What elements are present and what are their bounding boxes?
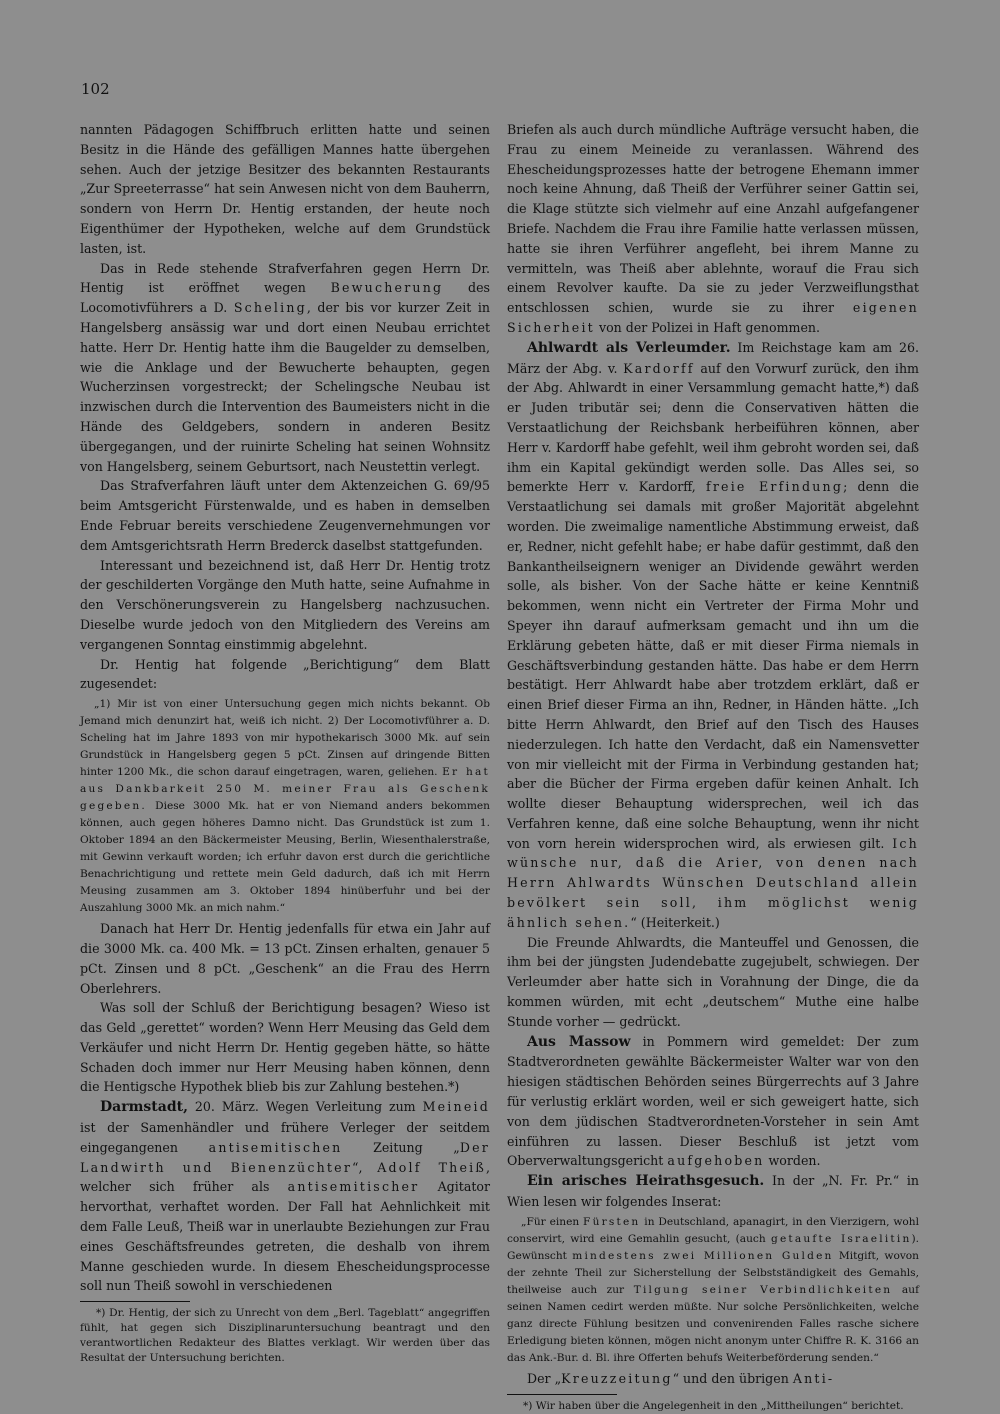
paragraph: Briefen als auch durch mündliche Aufträge versucht haben, die Frau zu einem Meineide zu veranlassen. Während des Ehescheidungsprozesses hatte der betrogene Ehemann immer noch keine Ahnung, daß Theiß der Verführer seiner Gattin sei, die Klage stützte sich vielmehr auf eine Anzahl aufgefangener Briefe. Nachdem die Frau ihre Familie hatte verlassen müssen, hatte sie ihren Verführer angefleht, bei ihrem Manne zu vermitteln, was Theiß aber ablehnte, worauf die Frau sich einem Revolver kaufte. Da sie zu jeder Verzweiflungsthat entschlossen schien, wurde sie zu ihrer eigenen Sicherheit von der Polizei in Haft genommen.: [507, 122, 919, 335]
footnote: *) Wir haben über die Angelegenheit in den „Mittheilungen“ berichtet.: [523, 1399, 904, 1412]
paragraph: nannten Pädagogen Schiffbruch erlitten hatte und seinen Besitz in die Hände des gefälligen Mannes hatte übergehen sehen. Auch der jetzige Besitzer des bekannten Restaurants „Zur Spreeterrasse“ hat sein Anwesen nicht von dem Bauherrn, sondern von Herrn Dr. Hentig erstanden, der heute noch Eigenthümer der Hypotheken, welche auf dem Grundstück lasten, ist.: [80, 122, 490, 256]
page-number: 102: [81, 80, 110, 98]
section-heading: Ein arisches Heirathsgesuch.: [527, 1173, 765, 1190]
paragraph: Interessant und bezeichnend ist, daß Herr Dr. Hentig trotz der geschilderten Vorgänge den Muth hatte, seine Aufnahme in den Verschönerungsverein zu Hangelsberg nachzusuchen. Dieselbe wurde jedoch von den Mitgliedern des Vereins am vergangenen Sonntag einstimmig abgelehnt.: [80, 557, 490, 652]
paragraph: Die Freunde Ahlwardts, die Manteuffel und Genossen, die ihm bei der jüngsten Judendebatte zugejubelt, schwiegen. Der Verleumder aber hatte sich in Vorahnung der Dinge, die da kommen würden, mit echt „deutschem“ Muthe eine halbe Stunde vorher — gedrückt.: [507, 934, 919, 1029]
footnote-rule: [80, 1301, 190, 1302]
section-heading: Darmstadt,: [100, 1099, 188, 1116]
paragraph: Was soll der Schluß der Berichtigung besagen? Wieso ist das Geld „gerettet“ worden? Wenn Herr Meusing das Geld dem Verkäufer und nicht Herrn Dr. Hentig gegeben hätte, so hätte Schaden doch immer nur Herr Meusing haben können, denn die Hentigsche Hypothek blieb bis zur Zahlung bestehen.*): [80, 1000, 490, 1095]
paragraph: Dr. Hentig hat folgende „Berichtigung“ dem Blatt zugesendet:: [80, 656, 490, 692]
footnote: *) Dr. Hentig, der sich zu Unrecht von dem „Berl. Tageblatt“ angegriffen fühlt, hat gegen sich Disziplinaruntersuchung beantragt und den verantwortlichen Redakteur des Blattes verklagt. Wir werden über das Resultat der Untersuchung berichten.: [80, 1307, 490, 1365]
blockquote: „Für einen Fürsten in Deutschland, apanagirt, in den Vierzigern, wohl conservirt, wird eine Gemahlin gesucht, (auch getaufte Israelitin). Gewünscht mindestens zwei Millionen Gulden Mitgift, wovon der zehnte Theil zur Sicherstellung der Selbstständigkeit des Gemahls, theilweise auch zur Tilgung seiner Verbindlichkeiten auf seinen Namen cedirt werden müßte. Nur solche Persönlichkeiten, welche ganz directe Fühlung besitzen und convenirenden Falles rasche sichere Erledigung bieten können, mögen nicht anonym unter Chiffre R. K. 3166 an das Ank.-Bur. d. Bl. ihre Offerten behufs Weiterbeförderung senden.“: [507, 1215, 920, 1364]
section-heading: Ahlwardt als Verleumder.: [527, 339, 731, 356]
paragraph: Das Strafverfahren läuft unter dem Aktenzeichen G. 69/95 beim Amtsgericht Fürstenwalde, und es haben in demselben Ende Februar bereits verschiedene Zeugenvernehmungen vor dem Amtsgerichtsrath Herrn Brederck daselbst stattgefunden.: [80, 478, 490, 553]
paragraph: Darmstadt, 20. März. Wegen Verleitung zum Meineid ist der Samenhändler und frühere Verleger der seitdem eingegangenen antisemitischen Zeitung „Der Landwirth und Bienenzüchter“, Adolf Theiß, welcher sich früher als antisemitischer Agitator hervorthat, verhaftet worden. Der Fall hat Aehnlichkeit mit dem Falle Leuß, Theiß war in unerlaubte Beziehungen zur Frau eines Geschäftsfreundes getreten, die deshalb von ihrem Manne geschieden wurde. In diesem Ehescheidungsprocesse soll nun Theiß sowohl in verschiedenen: [80, 1099, 491, 1294]
paragraph: Das in Rede stehende Strafverfahren gegen Herrn Dr. Hentig ist eröffnet wegen Bewucherung des Locomotivführers a D. Scheling, der bis vor kurzer Zeit in Hangelsberg ansässig war und dort einen Neubau errichtet hatte. Herr Dr. Hentig hatte ihm die Baugelder zu demselben, wie die Anklage und der Bewucherte behaupten, gegen Wucherzinsen vorgestreckt; der Schelingsche Neubau ist inzwischen durch die Intervention des Baumeisters nicht in die Hände des Geldgebers, sondern in anderen Besitz übergegangen, und der ruinirte Scheling hat seinen Wohnsitz von Hangelsberg, seinem Geburtsort, nach Neustettin verlegt.: [80, 260, 490, 474]
paragraph: Danach hat Herr Dr. Hentig jedenfalls für etwa ein Jahr auf die 3000 Mk. ca. 400 Mk. = 13 pCt. Zinsen erhalten, genauer 5 pCt. Zinsen und 8 pCt. „Geschenk“ an die Frau des Herrn Oberlehrers.: [80, 921, 490, 996]
paragraph: Der „Kreuzzeitung“ und den übrigen Anti-: [527, 1370, 835, 1386]
paragraph: Aus Massow in Pommern wird gemeldet: Der zum Stadtverordneten gewählte Bäckermeister Walter war von den hiesigen städtischen Behörden seines Bürgerrechts auf 3 Jahre für verlustig erklärt worden, weil er sich geweigert hatte, sich von dem jüdischen Stadtverordneten-Vorsteher in sein Amt einführen zu lassen. Dieser Beschluß ist jetzt vom Oberverwaltungsgericht aufgehoben worden.: [507, 1033, 919, 1169]
section-heading: Aus Massow: [527, 1033, 631, 1050]
footnote-rule: [507, 1394, 617, 1395]
right-column: [507, 120, 919, 1414]
paragraph: Ein arisches Heirathsgesuch. In der „N. Fr. Pr.“ in Wien lesen wir folgendes Inserat:: [507, 1173, 919, 1210]
left-column: [80, 120, 490, 1366]
blockquote: „1) Mir ist von einer Untersuchung gegen mich nichts bekannt. Ob Jemand mich denunzirt hat, weiß ich nicht. 2) Der Locomotivführer a. D. Scheling hat im Jahre 1893 von mir hypothekarisch 3000 Mk. auf sein Grundstück in Hangelsberg gegen 5 pCt. Zinsen auf dringende Bitten hinter 1200 Mk., die schon darauf eingetragen, waren, geliehen. Er hat aus Dankbarkeit 250 M. meiner Frau als Geschenk gegeben. Diese 3000 Mk. hat er von Niemand anders bekommen können, auch gegen höheres Damno nicht. Das Grundstück ist zum 1. Oktober 1894 an den Bäckermeister Meusing, Berlin, Wiesenthalerstraße, mit Gewinn verkauft worden; ich erfuhr davon erst durch die gerichtliche Benachrichtigung und rettete mein Geld dadurch, daß ich mit Herrn Meusing zusammen am 3. Oktober 1894 hinüberfuhr und bei der Auszahlung 3000 Mk. an mich nahm.“: [80, 698, 490, 915]
paragraph: Ahlwardt als Verleumder. Im Reichstage kam am 26. März der Abg. v. Kardorff auf den Vorwurf zurück, den ihm der Abg. Ahlwardt in einer Versammlung gemacht hatte,*) daß er Juden tributär sei; denn die Conservativen hätten die Verstaatlichung der Reichsbank herbeiführen können, aber Herr v. Kardorff habe gefehlt, weil ihm gebroht worden sei, daß ihm ein Kapital gekündigt werden solle. Das Alles sei, so bemerkte Herr v. Kardorff, freie Erfindung; denn die Verstaatlichung sei damals mit großer Majorität abgelehnt worden. Die zweimalige namentliche Abstimmung erweist, daß er, Redner, nicht gefehlt habe; er habe dafür gestimmt, daß den Bankantheilseignern weniger an Dividende gewährt werden solle, als bisher. Von der Sache hätte er keine Kenntniß bekommen, wenn nicht ein Vertreter der Firma Mohr und Speyer ihn darauf aufmerksam gemacht und ihn um die Erklärung gebeten hätte, daß er mit dieser Firma niemals in Geschäftsverbindung gestanden hätte. Das habe er dem Herrn bestätigt. Herr Ahlwardt habe aber trotzdem erklärt, daß er einen Brief dieser Firma an ihn, Redner, in Händen hätte. „Ich bitte Herrn Ahlwardt, den Brief auf den Tisch des Hauses niederzulegen. Ich hatte den Verdacht, daß ein Namensvetter von mir vielleicht mit der Firma in Verbindung gestanden hat; aber die Bücher der Firma ergeben dafür keinen Anhalt. Ich wollte dieser Behauptung widersprechen, weil ich das Verfahren kenne, daß eine solche Behauptung, wenn ihr nicht von vorn herein widersprochen wird, als erwiesen gilt. Ich wünsche nur, daß die Arier, von denen nach Herrn Ahlwardts Wünschen Deutschland allein bevölkert sein soll, ihm möglichst wenig ähnlich sehen.“ (Heiterkeit.): [507, 339, 920, 930]
